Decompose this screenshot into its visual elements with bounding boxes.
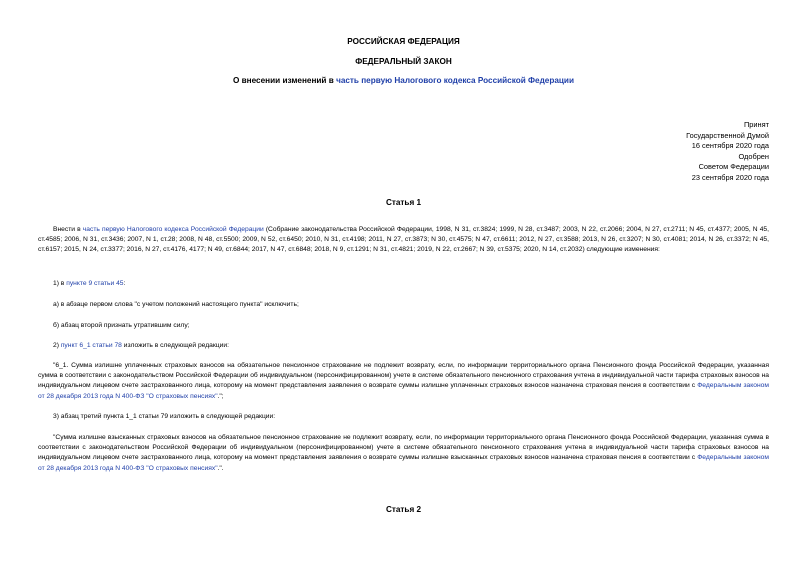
article-1-intro xyxy=(38,225,769,256)
intro-text-rest: (Собрание законодательства Российской Федерации, 1998, N 31, ст.3824; 1999, N 28, ст.3487; 2003, N 22, ст.2066; 2004, N 27, ст.2711; N 45, ст.4377; 2005, N 45, ст.4585; 2006, N 31, ст.3436; 2007, N 1, ст.28; 2008, N 48, ст.5500; 2009, N 52, ст.6450; 2010, N 31, ст.4198; 2011, N 27, ст.3873; N 30, ст.4575; N 47, ст.6611; 2012, N 27, ст.3588; 2013, N 26, ст.3207; N 30, ст.4081; 2014, N 26, ст.3372; N 45, ст.6157; 2015, N 24, ст.3377; 2016, N 27, ст.4176, 4177; N 49, ст.6844; 2017, N 47, ст.6848; 2018, N 9, ст.1291; N 31, ст.4821; 2019, N 22, ст.2667; N 39, ст.5375; 2020, N 14, ст.2032) следующие изменения: xyxy=(38,226,769,254)
tax-code-part1-link[interactable]: часть первую Налогового кодекса Российской Федерации xyxy=(336,76,574,85)
item-3: 3) абзац третий пункта 1_1 статьи 79 изложить в следующей редакции: xyxy=(53,413,276,420)
approval-duma: Государственной Думой xyxy=(686,130,769,140)
approval-council-date: 23 сентября 2020 года xyxy=(691,172,769,182)
pension-law-link-1[interactable]: Федеральным законом от 28 декабря 2013 года N 400-ФЗ "О страховых пенсиях" xyxy=(38,382,769,400)
approval-approved: Одобрен xyxy=(738,151,769,161)
article-78-link[interactable]: пункт 6_1 статьи 78 xyxy=(60,342,122,349)
country-heading: РОССИЙСКАЯ ФЕДЕРАЦИЯ xyxy=(347,37,460,46)
quote-1-1 xyxy=(38,433,769,474)
pension-law-link-2[interactable]: Федеральным законом от 28 декабря 2013 года N 400-ФЗ "О страховых пенсиях" xyxy=(38,454,769,472)
item-2-number: 2) xyxy=(53,342,61,349)
item-2 xyxy=(38,341,769,351)
intro-tax-code-link[interactable]: часть первую Налогового кодекса Российской Федерации xyxy=(82,226,264,233)
article-1-heading: Статья 1 xyxy=(385,198,422,207)
quote-6-1-text: "6_1. Сумма излишне уплаченных страховых взносов на обязательное пенсионное страхование не подлежит возврату, если, по информации территориального органа Пенсионного фонда Российской Федерации, указанная сумма в соответствии с законодательством Российской Федерации об индивидуальном (персонифицированном) учете в системе обязательного пенсионного страхования учтена в индивидуальной части тарифа страховых взносов на индивидуальном лицевом счете застрахованного лица, которому на момент представления заявления о возврате суммы излишне уплаченных страховых взносов назначена страховая пенсия в соответствии с xyxy=(38,362,769,390)
quote-1-1-end: .". xyxy=(217,464,224,472)
approval-block xyxy=(686,120,769,184)
law-title xyxy=(0,76,807,85)
quote-6-1-end: ."; xyxy=(217,392,224,400)
item-2-text: изложить в следующей редакции: xyxy=(121,342,229,349)
law-title-prefix: О внесении изменений в xyxy=(232,76,337,85)
approval-adopted: Принят xyxy=(743,120,769,129)
item-1b: б) абзац второй признать утратившим силу; xyxy=(53,322,190,329)
law-type-heading: ФЕДЕРАЛЬНЫЙ ЗАКОН xyxy=(355,57,452,66)
article-2-heading: Статья 2 xyxy=(385,505,422,514)
item-1-text: 1) в xyxy=(53,280,67,287)
item-1-colon: : xyxy=(123,280,126,287)
quote-6-1 xyxy=(38,361,769,402)
item-1 xyxy=(38,279,769,289)
article-45-link[interactable]: пункте 9 статьи 45 xyxy=(66,280,124,287)
intro-text-start: Внести в xyxy=(53,226,83,233)
item-1a: а) в абзаце первом слова "с учетом положений настоящего пункта" исключить; xyxy=(53,301,299,308)
quote-1-1-text: "Сумма излишне взысканных страховых взносов на обязательное пенсионное страхование не подлежит возврату, если, по информации территориального органа Пенсионного фонда Российской Федерации, указанная сумма в соответствии с законодательством Российской Федерации об индивидуальном (персонифицированном) учете в системе обязательного пенсионного страхования учтена в индивидуальной части тарифа страховых взносов на индивидуальном лицевом счете застрахованного лица, которому на момент представления заявления о возврате суммы излишне взысканных страховых взносов назначена страховая пенсия в соответствии с xyxy=(38,434,769,462)
approval-council: Советом Федерации xyxy=(698,162,769,172)
approval-duma-date: 16 сентября 2020 года xyxy=(691,141,769,151)
